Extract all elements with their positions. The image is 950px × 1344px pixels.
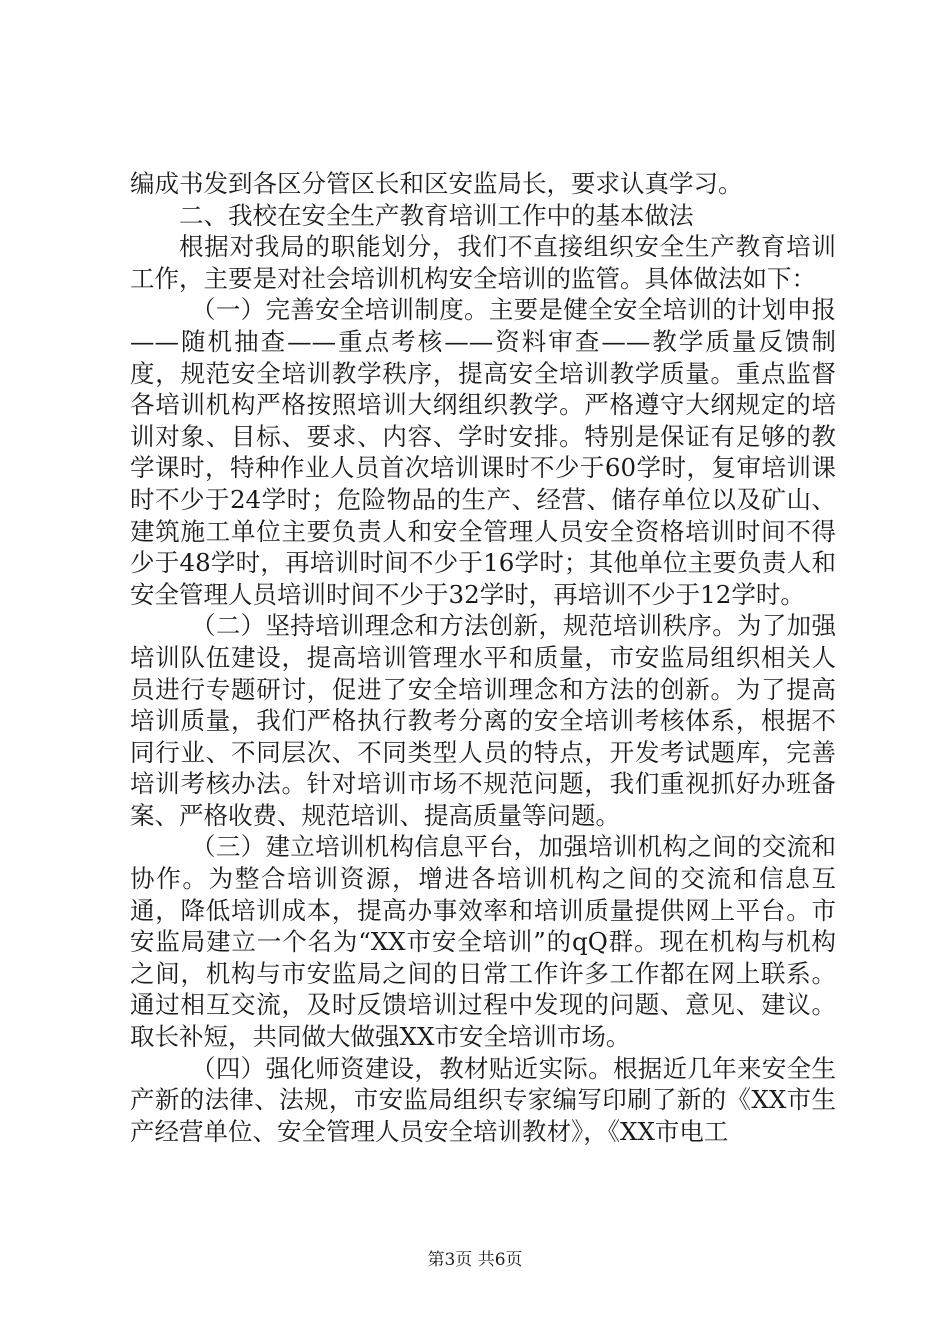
paragraph-intro: 根据对我局的职能划分，我们不直接组织安全生产教育培训工作，主要是对社会培训机构安全培训的监管。具体做法如下： [130, 232, 836, 293]
document-body [130, 168, 836, 1147]
paragraph-item-2: （二）坚持培训理念和方法创新，规范培训秩序。为了加强培训队伍建设，提高培训管理水平和质量，市安监局组织相关人员进行专题研讨，促进了安全培训理念和方法的创新。为了提高培训质量，我们严格执行教考分离的安全培训考核体系，根据不同行业、不同层次、不同类型人员的特点，开发考试题库，完善培训考核办法。针对培训市场不规范问题，我们重视抓好办班备案、严格收费、规范培训、提高质量等问题。 [130, 611, 836, 830]
section-heading: 二、我校在安全生产教育培训工作中的基本做法 [179, 200, 694, 230]
paragraph-item-4: （四）强化师资建设，教材贴近实际。根据近几年来安全生产新的法律、法规，市安监局组织专家编写印刷了新的《XX市生产经营单位、安全管理人员安全培训教材》，《XX市电工 [130, 1053, 836, 1146]
paragraph-item-1: （一）完善安全培训制度。主要是健全安全培训的计划申报——随机抽查——重点考核——资料审查——教学质量反馈制度，规范安全培训教学秩序，提高安全培训教学质量。重点监督各培训机构严格按照培训大纲组织教学。严格遵守大纲规定的培训对象、目标、要求、内容、学时安排。特别是保证有足够的教学课时，特种作业人员首次培训课时不少于60学时，复审培训课时不少于24学时；危险物品的生产、经营、储存单位以及矿山、建筑施工单位主要负责人和安全管理人员安全资格培训时间不得少于48学时，再培训时间不少于16学时；其他单位主要负责人和安全管理人员培训时间不少于32学时，再培训不少于12学时。 [130, 295, 836, 609]
paragraph-item-3: （三）建立培训机构信息平台，加强培训机构之间的交流和协作。为整合培训资源，增进各培训机构之间的交流和信息互通，降低培训成本，提高办事效率和培训质量提供网上平台。市安监局建立一个名为“XX市安全培训”的qQ群。现在机构与机构之间，机构与市安监局之间的日常工作许多工作都在网上联系。通过相互交流，及时反馈培训过程中发现的问题、意见、建议。取长补短，共同做大做强XX市安全培训市场。 [130, 832, 836, 1052]
paragraph-continuation: 编成书发到各区分管区长和区安监局长，要求认真学习。 [130, 169, 743, 198]
page-number-footer: 第3页 共6页 [427, 1250, 523, 1270]
